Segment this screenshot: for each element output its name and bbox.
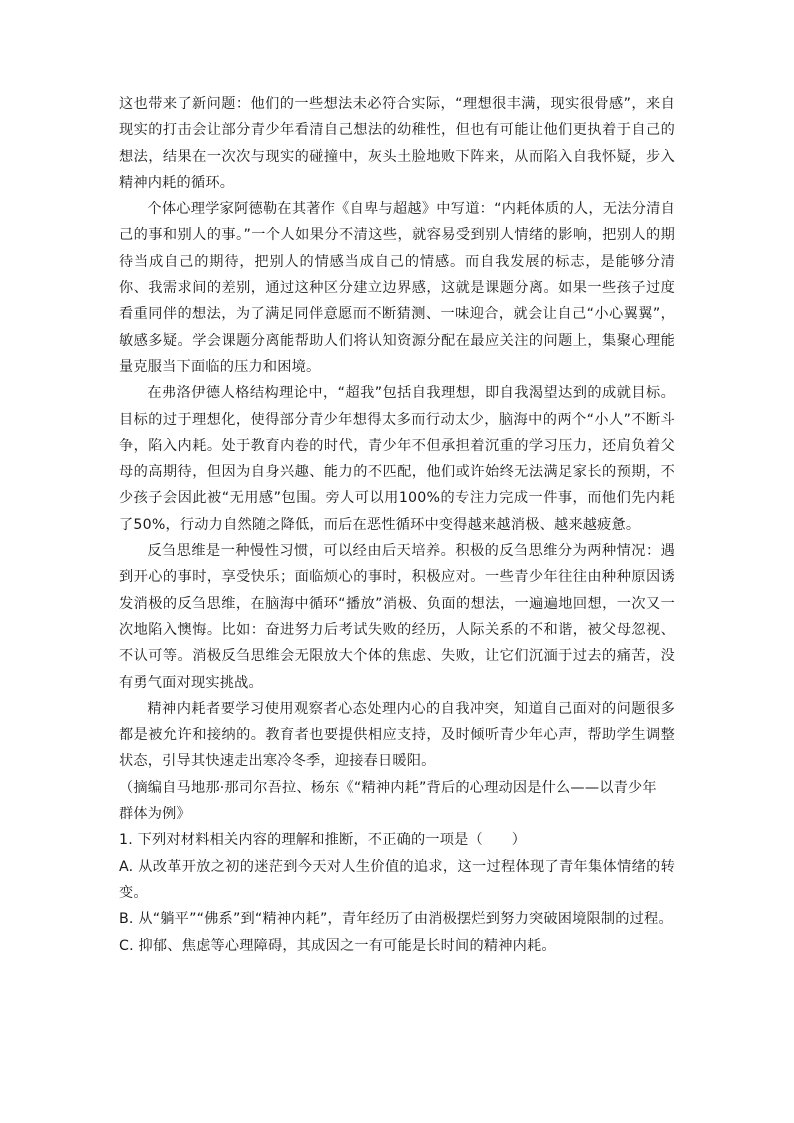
paragraph-continued: 这也带来了新问题：他们的一些想法未必符合实际，“理想很丰满，现实很骨感”，来自现实的打击会让部分青少年看清自己想法的幼稚性，但也有可能让他们更执着于自己的想法，结果在一次次与现实的碰撞中，灰头土脸地败下阵来，从而陷入自我怀疑，步入精神内耗的循环。 [119,96,675,191]
paragraph-freud: 在弗洛伊德人格结构理论中，“超我”包括自我理想，即自我渴望达到的成就目标。目标的过于理想化，使得部分青少年想得太多而行动太少，脑海中的两个“小人”不断斗争，陷入内耗。处于教育内卷的时代，青少年不但承担着沉重的学习压力，还肩负着父母的高期待，但因为自身兴趣、能力的不匹配，他们或许始终无法满足家长的预期，不少孩子会因此被“无用感”包围。旁人可以用100%的专注力完成一件事，而他们先内耗了50%，行动力自然随之降低，而后在恶性循环中变得越来越消极、越来越疲惫。 [119,385,675,533]
paragraph-adler: 个体心理学家阿德勒在其著作《自卑与超越》中写道：“内耗体质的人，无法分清自己的事和别人的事。”一个人如果分不清这些，就容易受到别人情绪的影响，把别人的期待当成自己的期待，把别人的情感当成自己的情感。而自我发展的标志，是能够分清你、我需求间的差别，通过这种区分建立边界感，这就是课题分离。如果一些孩子过度看重同伴的想法，为了满足同伴意愿而不断猜测、一味迎合，就会让自己“小心翼翼”，敏感多疑。学会课题分离能帮助人们将认知资源分配在最应关注的问题上，集聚心理能量克服当下面临的压力和困境。 [119,201,675,375]
question-option-a: A. 从改革开放之初的迷茫到今天对人生价值的追求，这一过程体现了青年集体情绪的转变。 [119,858,675,901]
question-stem: 1. 下列对材料相关内容的理解和推断，不正确的一项是（ ） [119,832,527,849]
source-citation: （摘编自马地那·那司尔吾拉、杨东《“精神内耗”背后的心理动因是什么——以青少年 [119,779,657,796]
document-body [119,91,675,959]
source-citation-end: 群体为例》 [119,806,191,823]
paragraph-rumination: 反刍思维是一种慢性习惯，可以经由后天培养。积极的反刍思维分为两种情况：遇到开心的事时，享受快乐；面临烦心的事时，积极应对。一些青少年往往由种种原因诱发消极的反刍思维，在脑海中循环“播放”消极、负面的想法，一遍遍地回想，一次又一次地陷入懊悔。比如：奋进努力后考试失败的经历，人际关系的不和谐，被父母忽视、不认可等。消极反刍思维会无限放大个体的焦虑、失败，让它们沉湎于过去的痛苦，没有勇气面对现实挑战。 [119,543,675,691]
paragraph-conclusion: 精神内耗者要学习使用观察者心态处理内心的自我冲突，知道自己面对的问题很多都是被允许和接纳的。教育者也要提供相应支持，及时倾听青少年心声，帮助学生调整状态，引导其快速走出寒冷冬季，迎接春日暖阳。 [119,700,675,770]
question-option-b: B. 从“躺平”“佛系”到“精神内耗”，青年经历了由消极摆烂到努力突破困境限制的过程。 [119,911,673,928]
question-option-c: C. 抑郁、焦虑等心理障碍，其成因之一有可能是长时间的精神内耗。 [119,937,556,954]
